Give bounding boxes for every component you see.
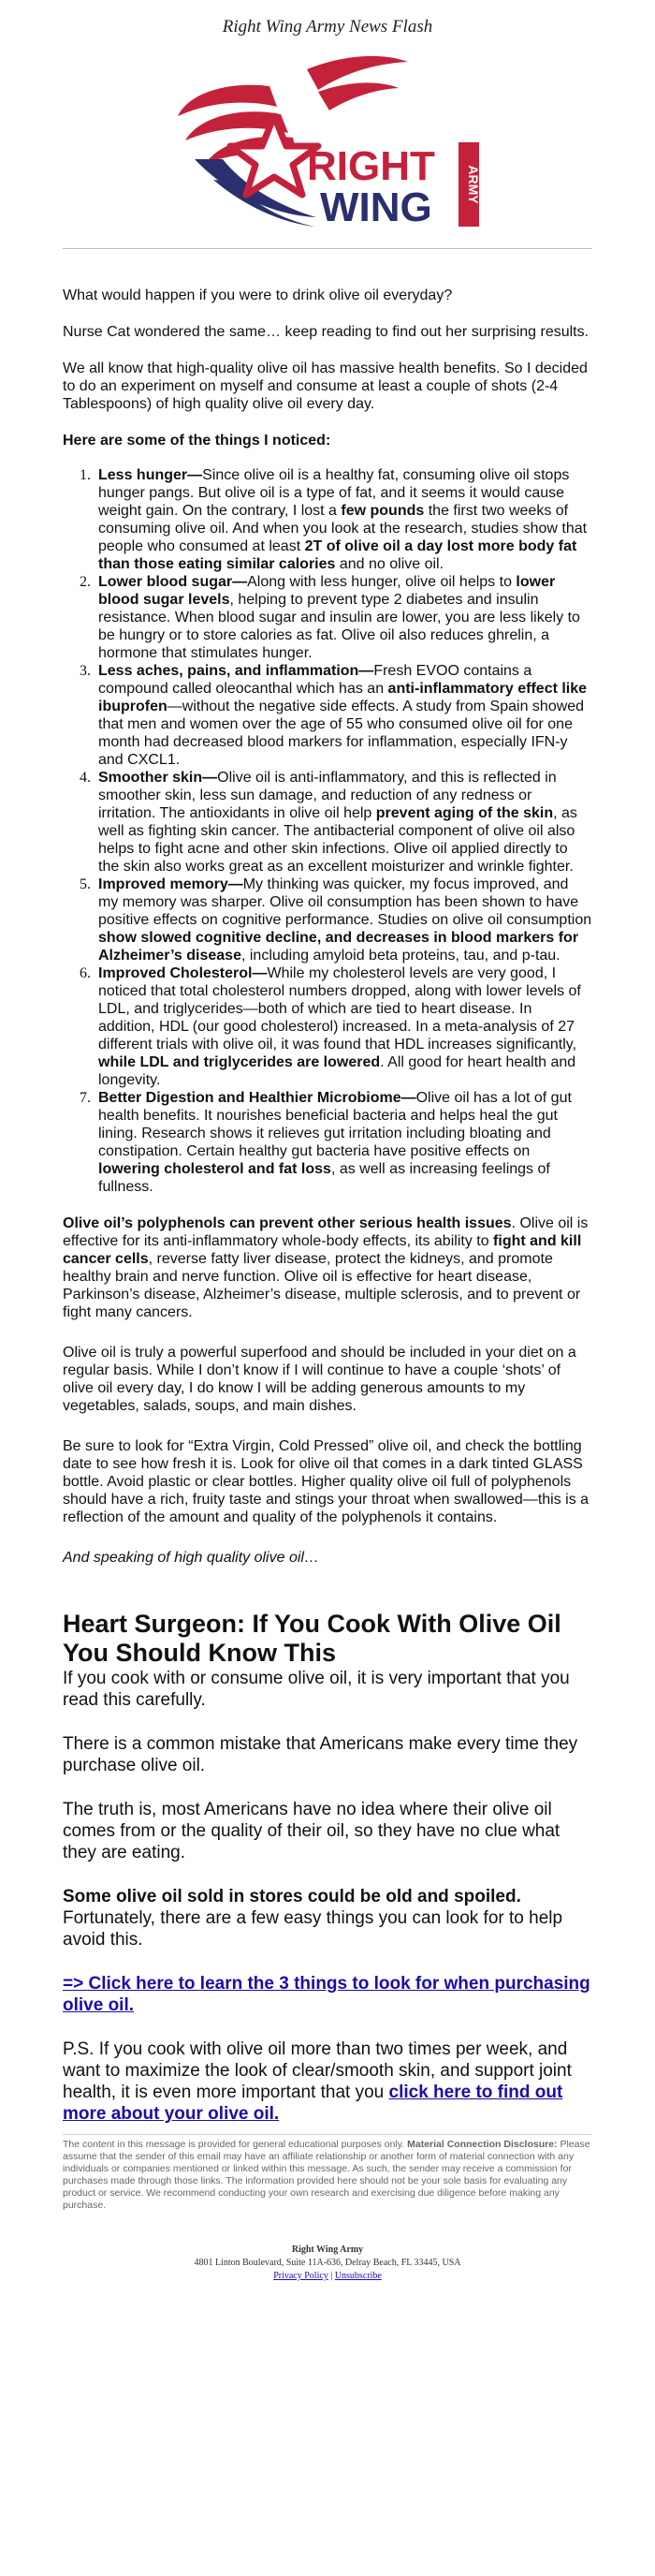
logo-word-right: RIGHT bbox=[307, 143, 435, 189]
eagle-star-logo-icon bbox=[157, 49, 513, 241]
disclaimer: The content in this message is provided for general educational purposes only. Material Connection Disclosure: Please assume that the sender of this email may have an affiliate relationship or another form of material connection with any individuals or companies mentioned or linked within this message. As such, the sender may receive a commission for purchases made through those links. The information provided here should not be your sole basis for evaluating any product or service. We recommend conducting your own research and exercising due diligence before making any purchase. bbox=[63, 2139, 590, 2211]
superfood-paragraph: Olive oil is truly a powerful superfood and should be included in your diet on a regular basis. While I don’t know if I will continue to have a couple ‘shots’ of olive oil every day, I do know I will be adding generous amounts to my vegetables, salads, soups, and main dishes. bbox=[63, 1345, 576, 1414]
intro-paragraph-1: Nurse Cat wondered the same… keep reading to find out her surprising results. bbox=[63, 324, 590, 340]
footer bbox=[0, 2244, 655, 2283]
ad-paragraph-3: The truth is, most Americans have no idea where their olive oil comes from or the quality of their oil, so they have no clue what they are eating. bbox=[63, 1800, 560, 1862]
privacy-policy-link[interactable]: Privacy Policy bbox=[273, 2271, 328, 2281]
evoo-paragraph: Be sure to look for “Extra Virgin, Cold Pressed” olive oil, and check the bottling date to see how fresh it is. Look for olive oil that comes in a dark tinted GLASS bottle. Avoid plastic or clear bottles. Higher quality olive oil full of polyphenols should have a rich, fruity taste and stings your throat when swallowed—this is a reflection of the amount and quality of the polyphenols it contains. bbox=[63, 1438, 590, 1525]
intro-paragraph-2: We all know that high-quality olive oil has massive health benefits. So I decided to do an experiment on myself and consume at least a couple of shots (2-4 Tablespoons) of high quality olive oil every day. bbox=[63, 361, 588, 412]
ad-paragraph-2: There is a common mistake that Americans make every time they purchase olive oil. bbox=[63, 1734, 578, 1775]
brand-logo bbox=[0, 49, 655, 241]
list-item: Improved Cholesterol—While my cholesterol levels are very good, I noticed that total cholesterol numbers dropped, along with lower levels of LDL, and triglycerides—both of which are tied to heart disease. In addition, HDL (our good cholesterol) increased. In a meta-analysis of 27 different trials with olive oil, it was found that HDL increases significantly, while LDL and triglycerides are lowered. All good for heart health and longevity. bbox=[98, 965, 581, 1088]
footer-links: Privacy Policy | Unsubscribe bbox=[273, 2271, 382, 2281]
ad-heading: Heart Surgeon: If You Cook With Olive Oil You Should Know This bbox=[63, 1610, 561, 1667]
footer-org: Right Wing Army bbox=[291, 2245, 364, 2255]
polyphenols-paragraph: Olive oil’s polyphenols can prevent other serious health issues. Olive oil is effective for its anti-inflammatory whole-body effects, its ability to fight and kill cancer cells, reverse fatty liver disease, protect the kidneys, and promote healthy brain and nerve function. Olive oil is effective for heart disease, Parkinson’s disease, Alzheimer’s disease, multiple sclerosis, and to prevent or fight many cancers. bbox=[63, 1215, 589, 1320]
logo-word-wing: WING bbox=[320, 184, 432, 230]
list-item: Less aches, pains, and inflammation—Fresh EVOO contains a compound called oleocanthal which has an anti-inflammatory effect like ibuprofen—without the negative side effects. A study from Spain showed that men and women over the age of 55 who consumed olive oil for one month had decreased blood markers for inflammation, especially IFN-y and CXCL1. bbox=[98, 663, 588, 768]
article-body bbox=[63, 287, 592, 2125]
newsletter-title: Right Wing Army News Flash bbox=[222, 17, 433, 37]
list-item: Improved memory—My thinking was quicker, my focus improved, and my memory was sharper. Olive oil consumption has been shown to have positive effects on cognitive performance. Studies on olive oil consumption show slowed cognitive decline, and decreases in blood markers for Alzheimer’s disease, including amyloid beta proteins, tau, and p-tau. bbox=[98, 876, 592, 964]
header-divider bbox=[63, 248, 592, 249]
ad-cta bbox=[63, 1973, 592, 2016]
speaking-line: And speaking of high quality olive oil… bbox=[63, 1550, 319, 1566]
benefits-list bbox=[63, 466, 592, 1196]
cta-link[interactable]: => Click here to learn the 3 things to look for when purchasing olive oil. bbox=[63, 1974, 590, 2015]
noticed-heading: Here are some of the things I noticed: bbox=[63, 433, 331, 449]
list-item: Lower blood sugar—Along with less hunger, olive oil helps to lower blood sugar levels, helping to prevent type 2 diabetes and insulin resistance. When blood sugar and insulin are lower, you are less likely to be hungry or to store calories as fat. Olive oil also reduces ghrelin, a hormone that stimulates hunger. bbox=[98, 574, 580, 661]
list-item: Less hunger—Since olive oil is a healthy fat, consuming olive oil stops hunger pangs. But olive oil is a type of fat, and it seems it would cause weight gain. On the contrary, I lost a few pounds the first two weeks of consuming olive oil. And when you look at the research, studies show that people who consumed at least 2T of olive oil a day lost more body fat than those eating similar calories and no olive oil. bbox=[98, 467, 588, 572]
ad-paragraph-4: Some olive oil sold in stores could be old and spoiled. Fortunately, there are a few easy things you can look for to help avoid this. bbox=[63, 1887, 563, 1950]
ad-paragraph-1: If you cook with or consume olive oil, it is very important that you read this carefully. bbox=[63, 1669, 570, 1710]
intro-question: What would happen if you were to drink olive oil everyday? bbox=[63, 287, 453, 303]
ad-ps: P.S. If you cook with olive oil more than two times per week, and want to maximize the look of clear/smooth skin, and support joint health, it is even more important that you click here to find out more about your olive oil. bbox=[63, 2039, 572, 2124]
logo-word-army: ARMY bbox=[466, 165, 481, 204]
list-item: Smoother skin—Olive oil is anti-inflammatory, and this is reflected in smoother skin, less sun damage, and reduction of any redness or irritation. The antioxidants in olive oil help prevent aging of the skin, as well as fighting skin cancer. The antibacterial component of olive oil also helps to fight acne and other skin infections. Olive oil applied directly to the skin also works great as an excellent moisturizer and wrinkle fighter. bbox=[98, 770, 577, 875]
ps-link[interactable]: click here to find out more about your olive oil. bbox=[63, 2083, 563, 2124]
footer-address: 4801 Linton Boulevard, Suite 11A-636, Delray Beach, FL 33445, USA bbox=[194, 2258, 461, 2268]
unsubscribe-link[interactable]: Unsubscribe bbox=[334, 2271, 382, 2281]
list-item: Better Digestion and Healthier Microbiome—Olive oil has a lot of gut health benefits. It nourishes beneficial bacteria and helps heal the gut lining. Research shows it relieves gut irritation including bloating and constipation. Certain healthy gut bacteria have positive effects on lowering cholesterol and fat loss, as well as increasing feelings of fullness. bbox=[98, 1090, 572, 1195]
